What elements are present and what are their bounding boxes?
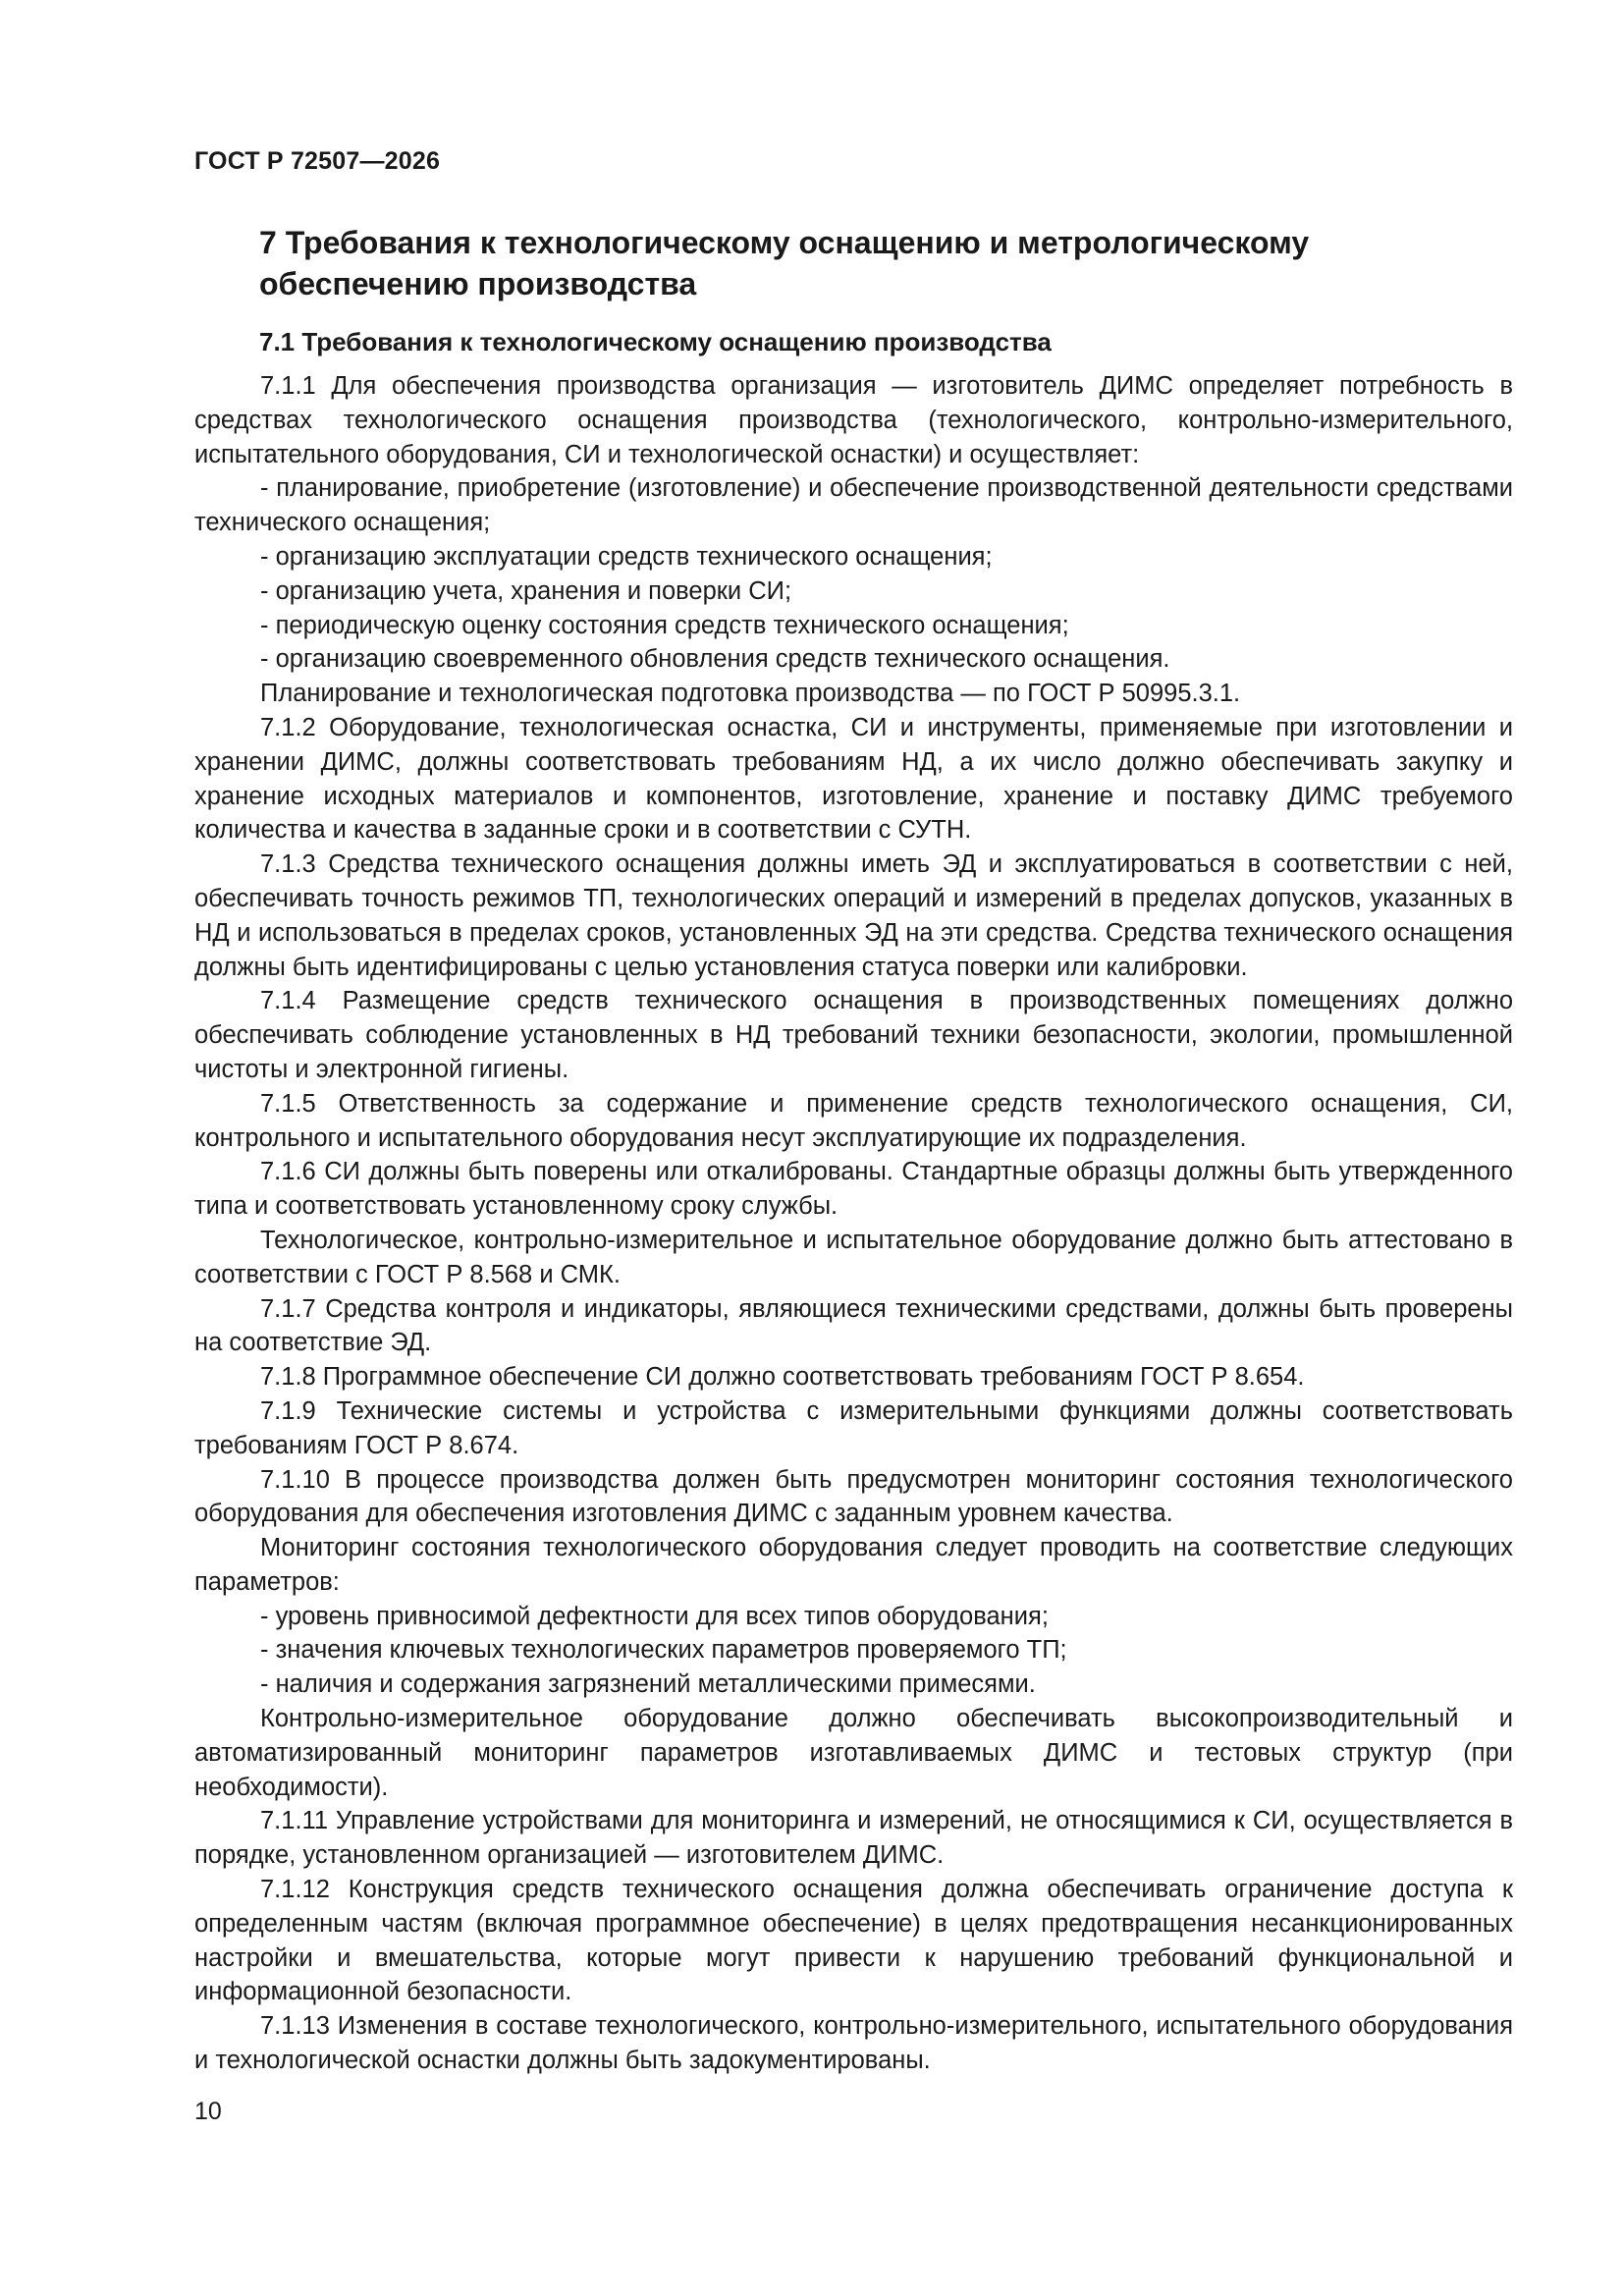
paragraph: 7.1.9 Технические системы и устройства с измерительными функциями должны соответствовать требованиям ГОСТ Р 8.674. (194, 1396, 1513, 1459)
section-title: 7 Требования к технологическому оснащению и метрологическому обеспечению производства (259, 225, 1310, 301)
list-item: - организацию учета, хранения и поверки СИ; (260, 576, 792, 605)
paragraph: 7.1.8 Программное обеспечение СИ должно соответствовать требованиям ГОСТ Р 8.654. (260, 1363, 1305, 1392)
page-number: 10 (194, 2098, 222, 2125)
paragraph: Мониторинг состояния технологического оборудования следует проводить на соответствие следующих параметров: (194, 1534, 1513, 1596)
list-item: - наличия и содержания загрязнений металлическими примесями. (260, 1670, 1036, 1699)
paragraph: Технологическое, контрольно-измерительное и испытательное оборудование должно быть аттестовано в соответствии с ГОСТ Р 8.568 и СМК. (194, 1226, 1513, 1288)
document-header: ГОСТ Р 72507—2026 (194, 147, 441, 175)
list-item: - уровень привносимой дефектности для всех типов оборудования; (260, 1602, 1049, 1630)
paragraph: Контрольно-измерительное оборудование должно обеспечивать высокопроизводительный и автоматизированный мониторинг параметров изготавливаемых ДИМС и тестовых структур (при необходимости). (194, 1705, 1513, 1801)
paragraph: 7.1.4 Размещение средств технического оснащения в производственных помещениях должно обеспечивать соблюдение установленных в НД требований техники безопасности, экологии, промышленной чистоты и электронной гигиены. (194, 987, 1513, 1083)
list-item: - организацию эксплуатации средств технического оснащения; (260, 542, 993, 571)
list-item: - значения ключевых технологических параметров проверяемого ТП; (260, 1636, 1067, 1665)
paragraph: 7.1.12 Конструкция средств технического оснащения должна обеспечивать ограничение доступа к определенным частям (включая программное обеспечение) в целях предотвращения несанкционированных настройки и вмешательства, которые могут привести к нарушению требований функциональной и информационной безопасности. (194, 1876, 1513, 2006)
paragraph: 7.1.13 Изменения в составе технологического, контрольно-измерительного, испытательного оборудования и технологической оснастки должны быть задокументированы. (194, 2012, 1513, 2075)
page-content (194, 222, 1513, 2078)
list-item: - планирование, приобретение (изготовление) и обеспечение производственной деятельности средствами технического оснащения; (194, 474, 1513, 537)
paragraph: 7.1.3 Средства технического оснащения должны иметь ЭД и эксплуатироваться в соответствии с ней, обеспечивать точность режимов ТП, технологических операций и измерений в пределах допусков, указанных в НД и использоваться в пределах сроков, установленных ЭД на эти средства. Средства технического оснащения должны быть идентифицированы с целью установления статуса поверки или калибровки. (194, 850, 1513, 981)
subsection-title: 7.1 Требования к технологическому оснащению производства (259, 327, 1052, 356)
paragraph: Планирование и технологическая подготовка производства — по ГОСТ Р 50995.3.1. (260, 680, 1241, 708)
list-item: - организацию своевременного обновления средств технического оснащения. (260, 645, 1170, 674)
paragraph: 7.1.7 Средства контроля и индикаторы, являющиеся техническими средствами, должны быть проверены на соответствие ЭД. (194, 1294, 1513, 1357)
body-text (194, 369, 1513, 2078)
paragraph: 7.1.1 Для обеспечения производства организация — изготовитель ДИМС определяет потребность в средствах технологического оснащения производства (технологического, контрольно-измерительного, испытательного оборудования, СИ и технологической оснастки) и осуществляет: (194, 372, 1513, 468)
paragraph: 7.1.2 Оборудование, технологическая оснастка, СИ и инструменты, применяемые при изготовлении и хранении ДИМС, должны соответствовать требованиям НД, а их число должно обеспечивать закупку и хранение исходных материалов и компонентов, изготовление, хранение и поставку ДИМС требуемого количества и качества в заданные сроки и в соответствии с СУТН. (194, 713, 1513, 845)
paragraph: 7.1.10 В процессе производства должен быть предусмотрен мониторинг состояния технологического оборудования для обеспечения изготовления ДИМС с заданным уровнем качества. (194, 1465, 1513, 1528)
paragraph: 7.1.5 Ответственность за содержание и применение средств технологического оснащения, СИ, контрольного и испытательного оборудования несут эксплуатирующие их подразделения. (194, 1089, 1513, 1152)
list-item: - периодическую оценку состояния средств технического оснащения; (260, 611, 1069, 639)
paragraph: 7.1.6 СИ должны быть поверены или откалиброваны. Стандартные образцы должны быть утвержденного типа и соответствовать установленному сроку службы. (194, 1158, 1513, 1221)
paragraph: 7.1.11 Управление устройствами для мониторинга и измерений, не относящимися к СИ, осуществляется в порядке, установленном организацией — изготовителем ДИМС. (194, 1807, 1513, 1870)
